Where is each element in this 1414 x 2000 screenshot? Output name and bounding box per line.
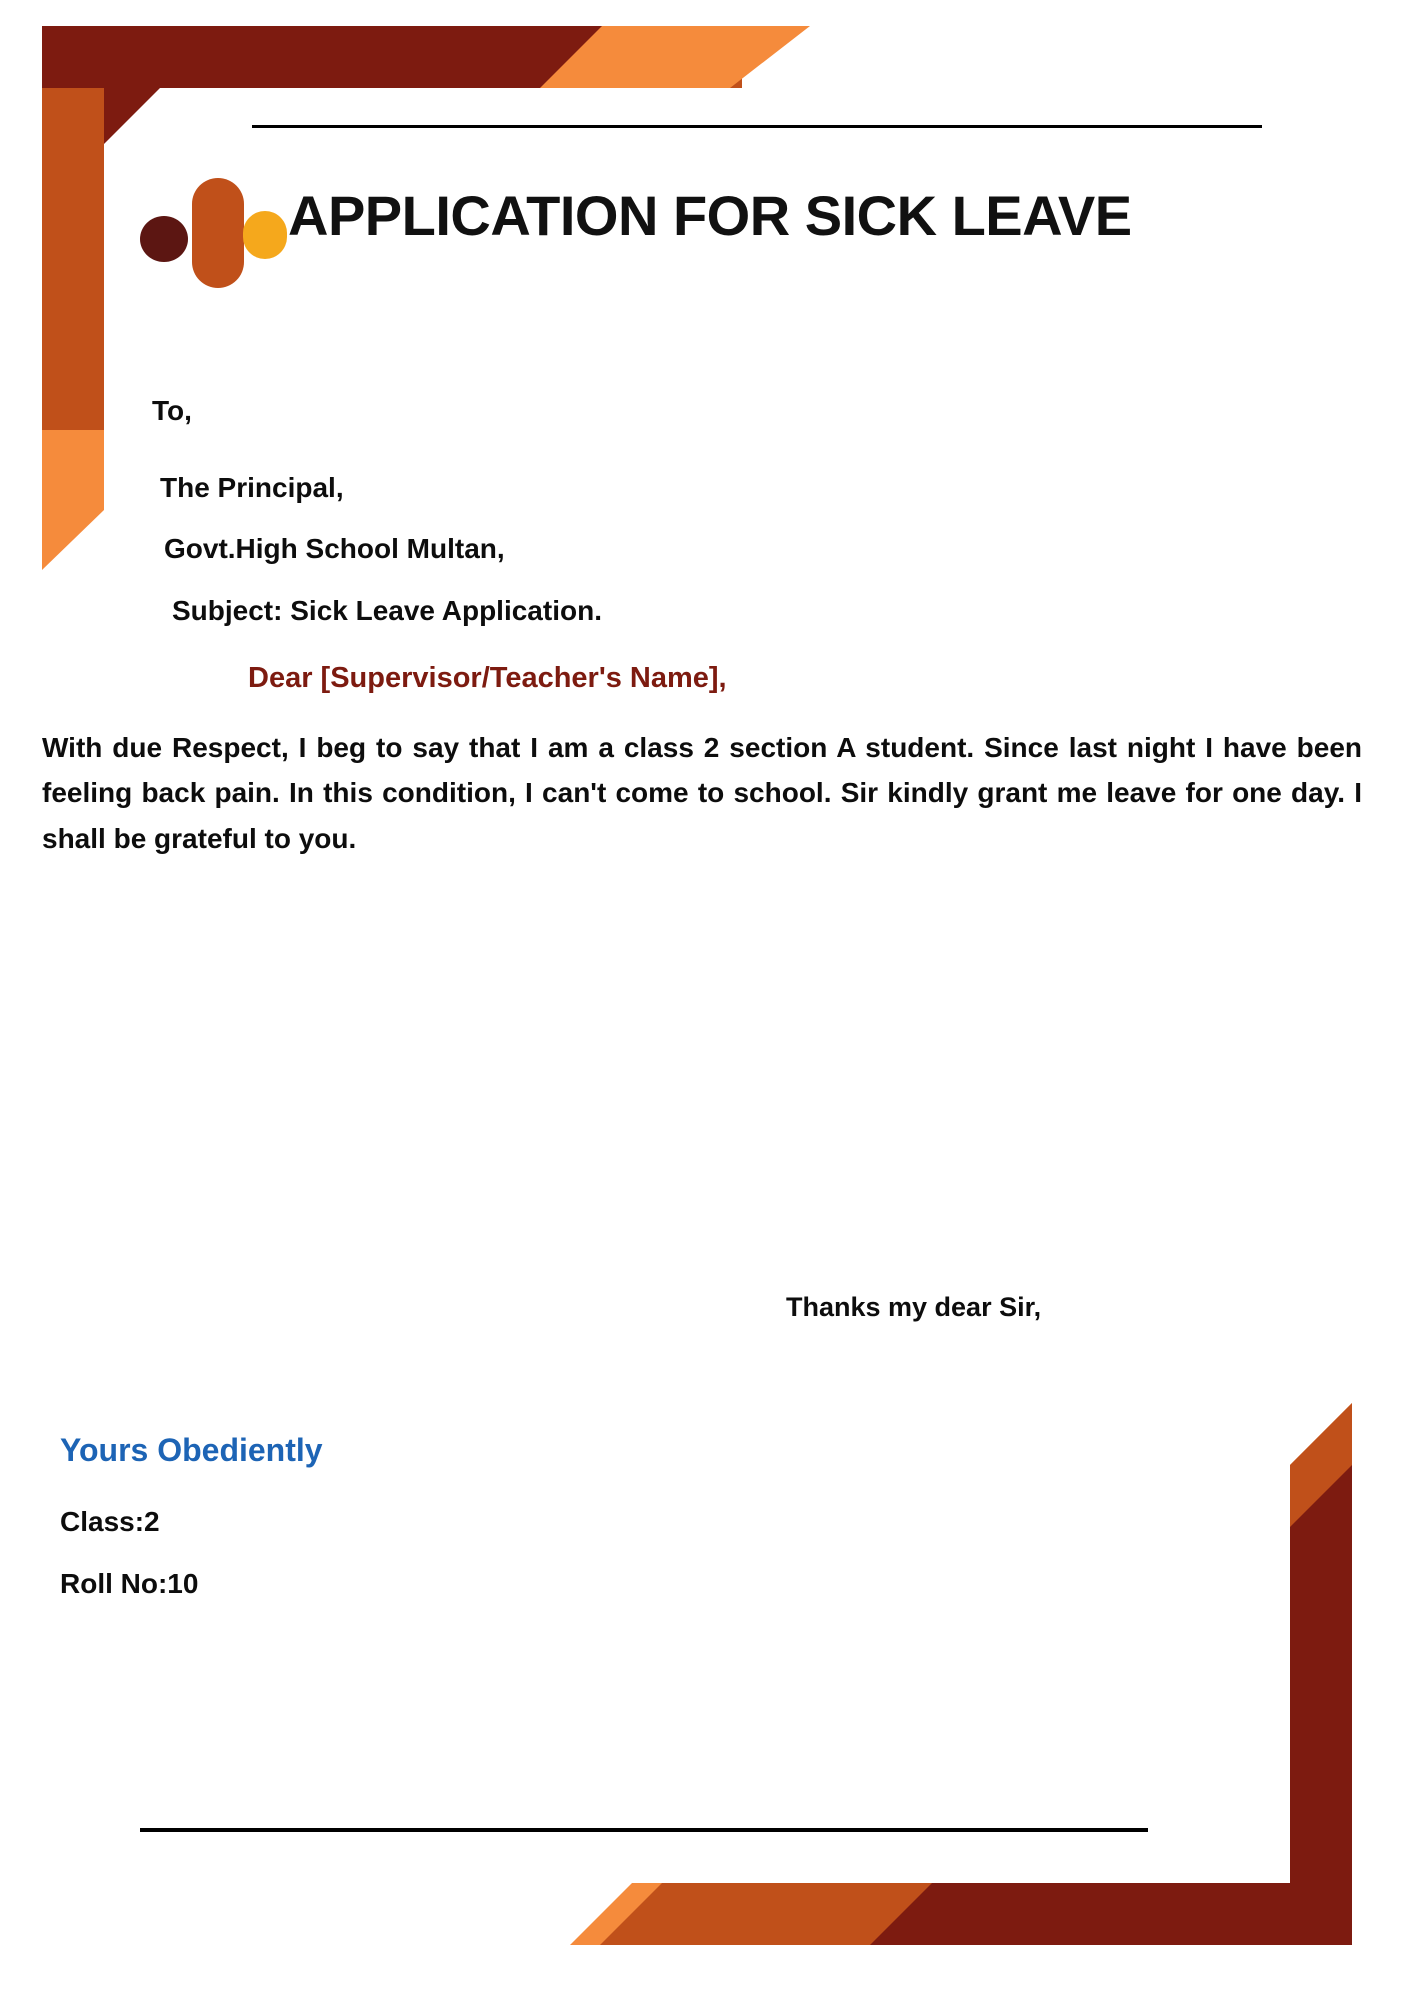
logo-pill-orange-icon — [192, 178, 244, 288]
logo-dot-yellow-icon — [243, 211, 287, 259]
signoff-line: Yours Obediently — [60, 1432, 323, 1468]
recipient-institution: Govt.High School Multan, — [164, 533, 505, 564]
corner-ribbon-bottom-dark-red — [870, 1883, 1352, 1945]
roll-number-line: Roll No:10 — [60, 1568, 199, 1599]
three-dot-logo-icon — [140, 178, 258, 288]
corner-ribbon-right-dark-red — [1290, 1465, 1352, 1945]
header-divider — [252, 125, 1262, 128]
corner-ribbon-left-light-orange-tail — [42, 430, 104, 570]
subject-line: Subject: Sick Leave Application. — [172, 595, 602, 626]
recipient-addressee: The Principal, — [160, 472, 344, 503]
letter-body: With due Respect, I beg to say that I am a class 2 section A student. Since last night I have been feeling back pain. In this condition, I can't come to school. Sir kindly grant me leave for one day. I shall be grateful to you. — [42, 732, 1362, 854]
logo-dot-dark-icon — [140, 216, 188, 262]
page-title: APPLICATION FOR SICK LEAVE — [288, 184, 1132, 247]
class-line: Class:2 — [60, 1506, 160, 1537]
salutation-line: Dear [Supervisor/Teacher's Name], — [248, 662, 727, 694]
footer-divider — [140, 1828, 1148, 1832]
recipient-to-label: To, — [152, 395, 192, 426]
thanks-line: Thanks my dear Sir, — [786, 1292, 1042, 1322]
